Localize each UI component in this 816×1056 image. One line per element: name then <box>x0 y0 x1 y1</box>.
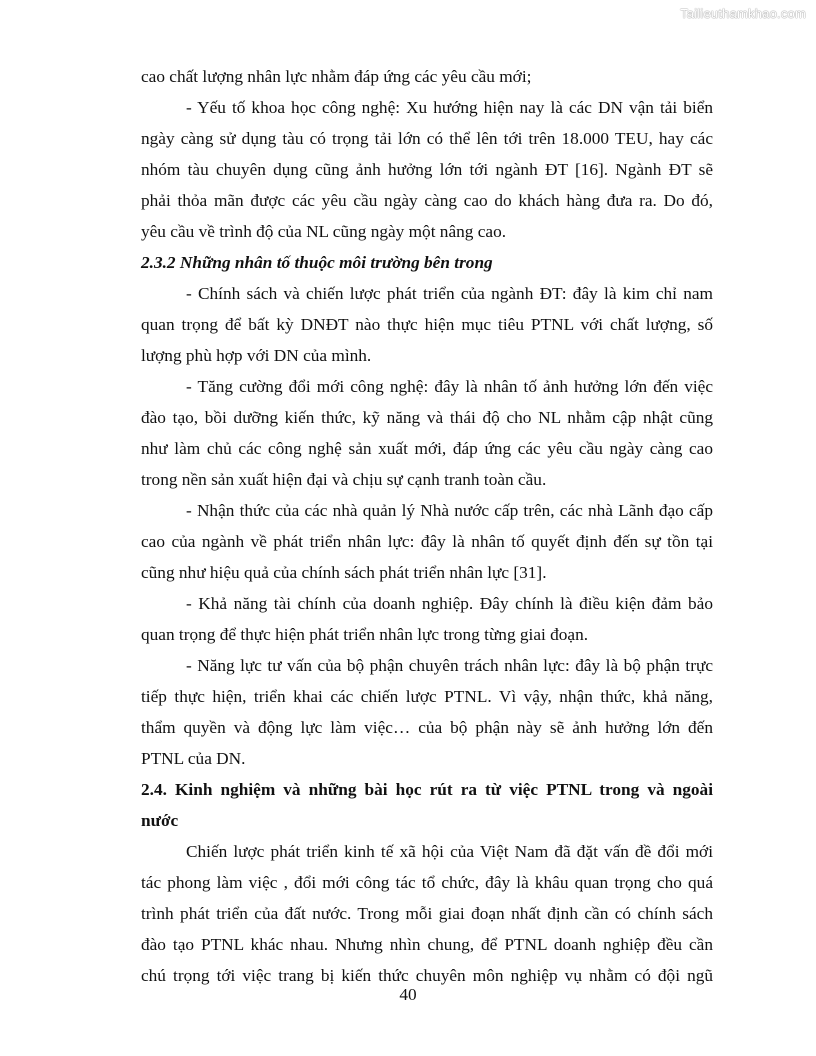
text-line: - Tăng cường đổi mới công nghệ: đây là nhân tố ảnh hưởng lớn đến việc <box>186 377 713 396</box>
text-line: PTNL của DN. <box>141 749 246 768</box>
text-line: chú trọng tới việc trang bị kiến thức chuyên môn nghiệp vụ nhằm có đội ngũ <box>141 966 713 985</box>
section-heading-2-4: 2.4. Kinh nghiệm và những bài học rút ra từ việc PTNL trong và ngoài <box>141 780 713 799</box>
text-line: phải thỏa mãn được các yêu cầu ngày càng cao do khách hàng đưa ra. Do đó, <box>141 191 713 210</box>
text-line: quan trọng để bất kỳ DNĐT nào thực hiện mục tiêu PTNL với chất lượng, số <box>141 315 713 334</box>
text-line: trình phát triển của đất nước. Trong mỗi giai đoạn nhất định cần có chính sách <box>141 904 713 923</box>
text-line: đào tạo, bồi dưỡng kiến thức, kỹ năng và thái độ cho NL nhằm cập nhật cũng <box>141 408 713 427</box>
text-line: nhóm tàu chuyên dụng cũng ảnh hưởng lớn tới ngành ĐT [16]. Ngành ĐT sẽ <box>141 160 713 179</box>
text-line: - Khả năng tài chính của doanh nghiệp. Đây chính là điều kiện đảm bảo <box>186 594 713 613</box>
text-line: ngày càng sử dụng tàu có trọng tải lớn có thể lên tới trên 18.000 TEU, hay các <box>141 129 713 148</box>
text-line: cao của ngành về phát triển nhân lực: đây là nhân tố quyết định đến sự tồn tại <box>141 532 713 551</box>
text-line: - Yếu tố khoa học công nghệ: Xu hướng hiện nay là các DN vận tải biển <box>186 98 713 117</box>
text-line: Chiến lược phát triển kinh tế xã hội của Việt Nam đã đặt vấn đề đổi mới <box>186 842 713 861</box>
text-line: lượng phù hợp với DN của mình. <box>141 346 372 365</box>
page-number: 40 <box>399 985 417 1004</box>
text-line: cũng như hiệu quả của chính sách phát triển nhân lực [31]. <box>141 563 547 582</box>
text-line: trong nền sản xuất hiện đại và chịu sự cạnh tranh toàn cầu. <box>141 470 547 489</box>
text-line: - Nhận thức của các nhà quản lý Nhà nước cấp trên, các nhà Lãnh đạo cấp <box>186 501 713 520</box>
text-line: tác phong làm việc , đổi mới công tác tổ chức, đây là khâu quan trọng cho quá <box>141 873 713 892</box>
text-line: quan trọng để thực hiện phát triển nhân lực trong từng giai đoạn. <box>141 625 589 644</box>
section-heading-2-3-2: 2.3.2 Những nhân tố thuộc môi trường bên trong <box>141 253 493 272</box>
section-heading-2-4-cont: nước <box>141 811 179 830</box>
text-line: như làm chủ các công nghệ sản xuất mới, đáp ứng các yêu cầu ngày càng cao <box>141 439 713 458</box>
text-line: cao chất lượng nhân lực nhằm đáp ứng các yêu cầu mới; <box>141 67 532 86</box>
text-line: yêu cầu về trình độ của NL cũng ngày một nâng cao. <box>141 222 507 241</box>
watermark: Tailieuthamkhao.com <box>680 6 806 21</box>
text-line: đào tạo PTNL khác nhau. Nhưng nhìn chung, để PTNL doanh nghiệp đều cần <box>141 935 713 954</box>
text-line: tiếp thực hiện, triển khai các chiến lược PTNL. Vì vậy, nhận thức, khả năng, <box>141 687 713 706</box>
text-line: - Năng lực tư vấn của bộ phận chuyên trách nhân lực: đây là bộ phận trực <box>186 656 713 675</box>
text-line: - Chính sách và chiến lược phát triển của ngành ĐT: đây là kim chỉ nam <box>186 284 713 303</box>
text-line: thẩm quyền và động lực làm việc… của bộ phận này sẽ ảnh hưởng lớn đến <box>141 718 713 737</box>
